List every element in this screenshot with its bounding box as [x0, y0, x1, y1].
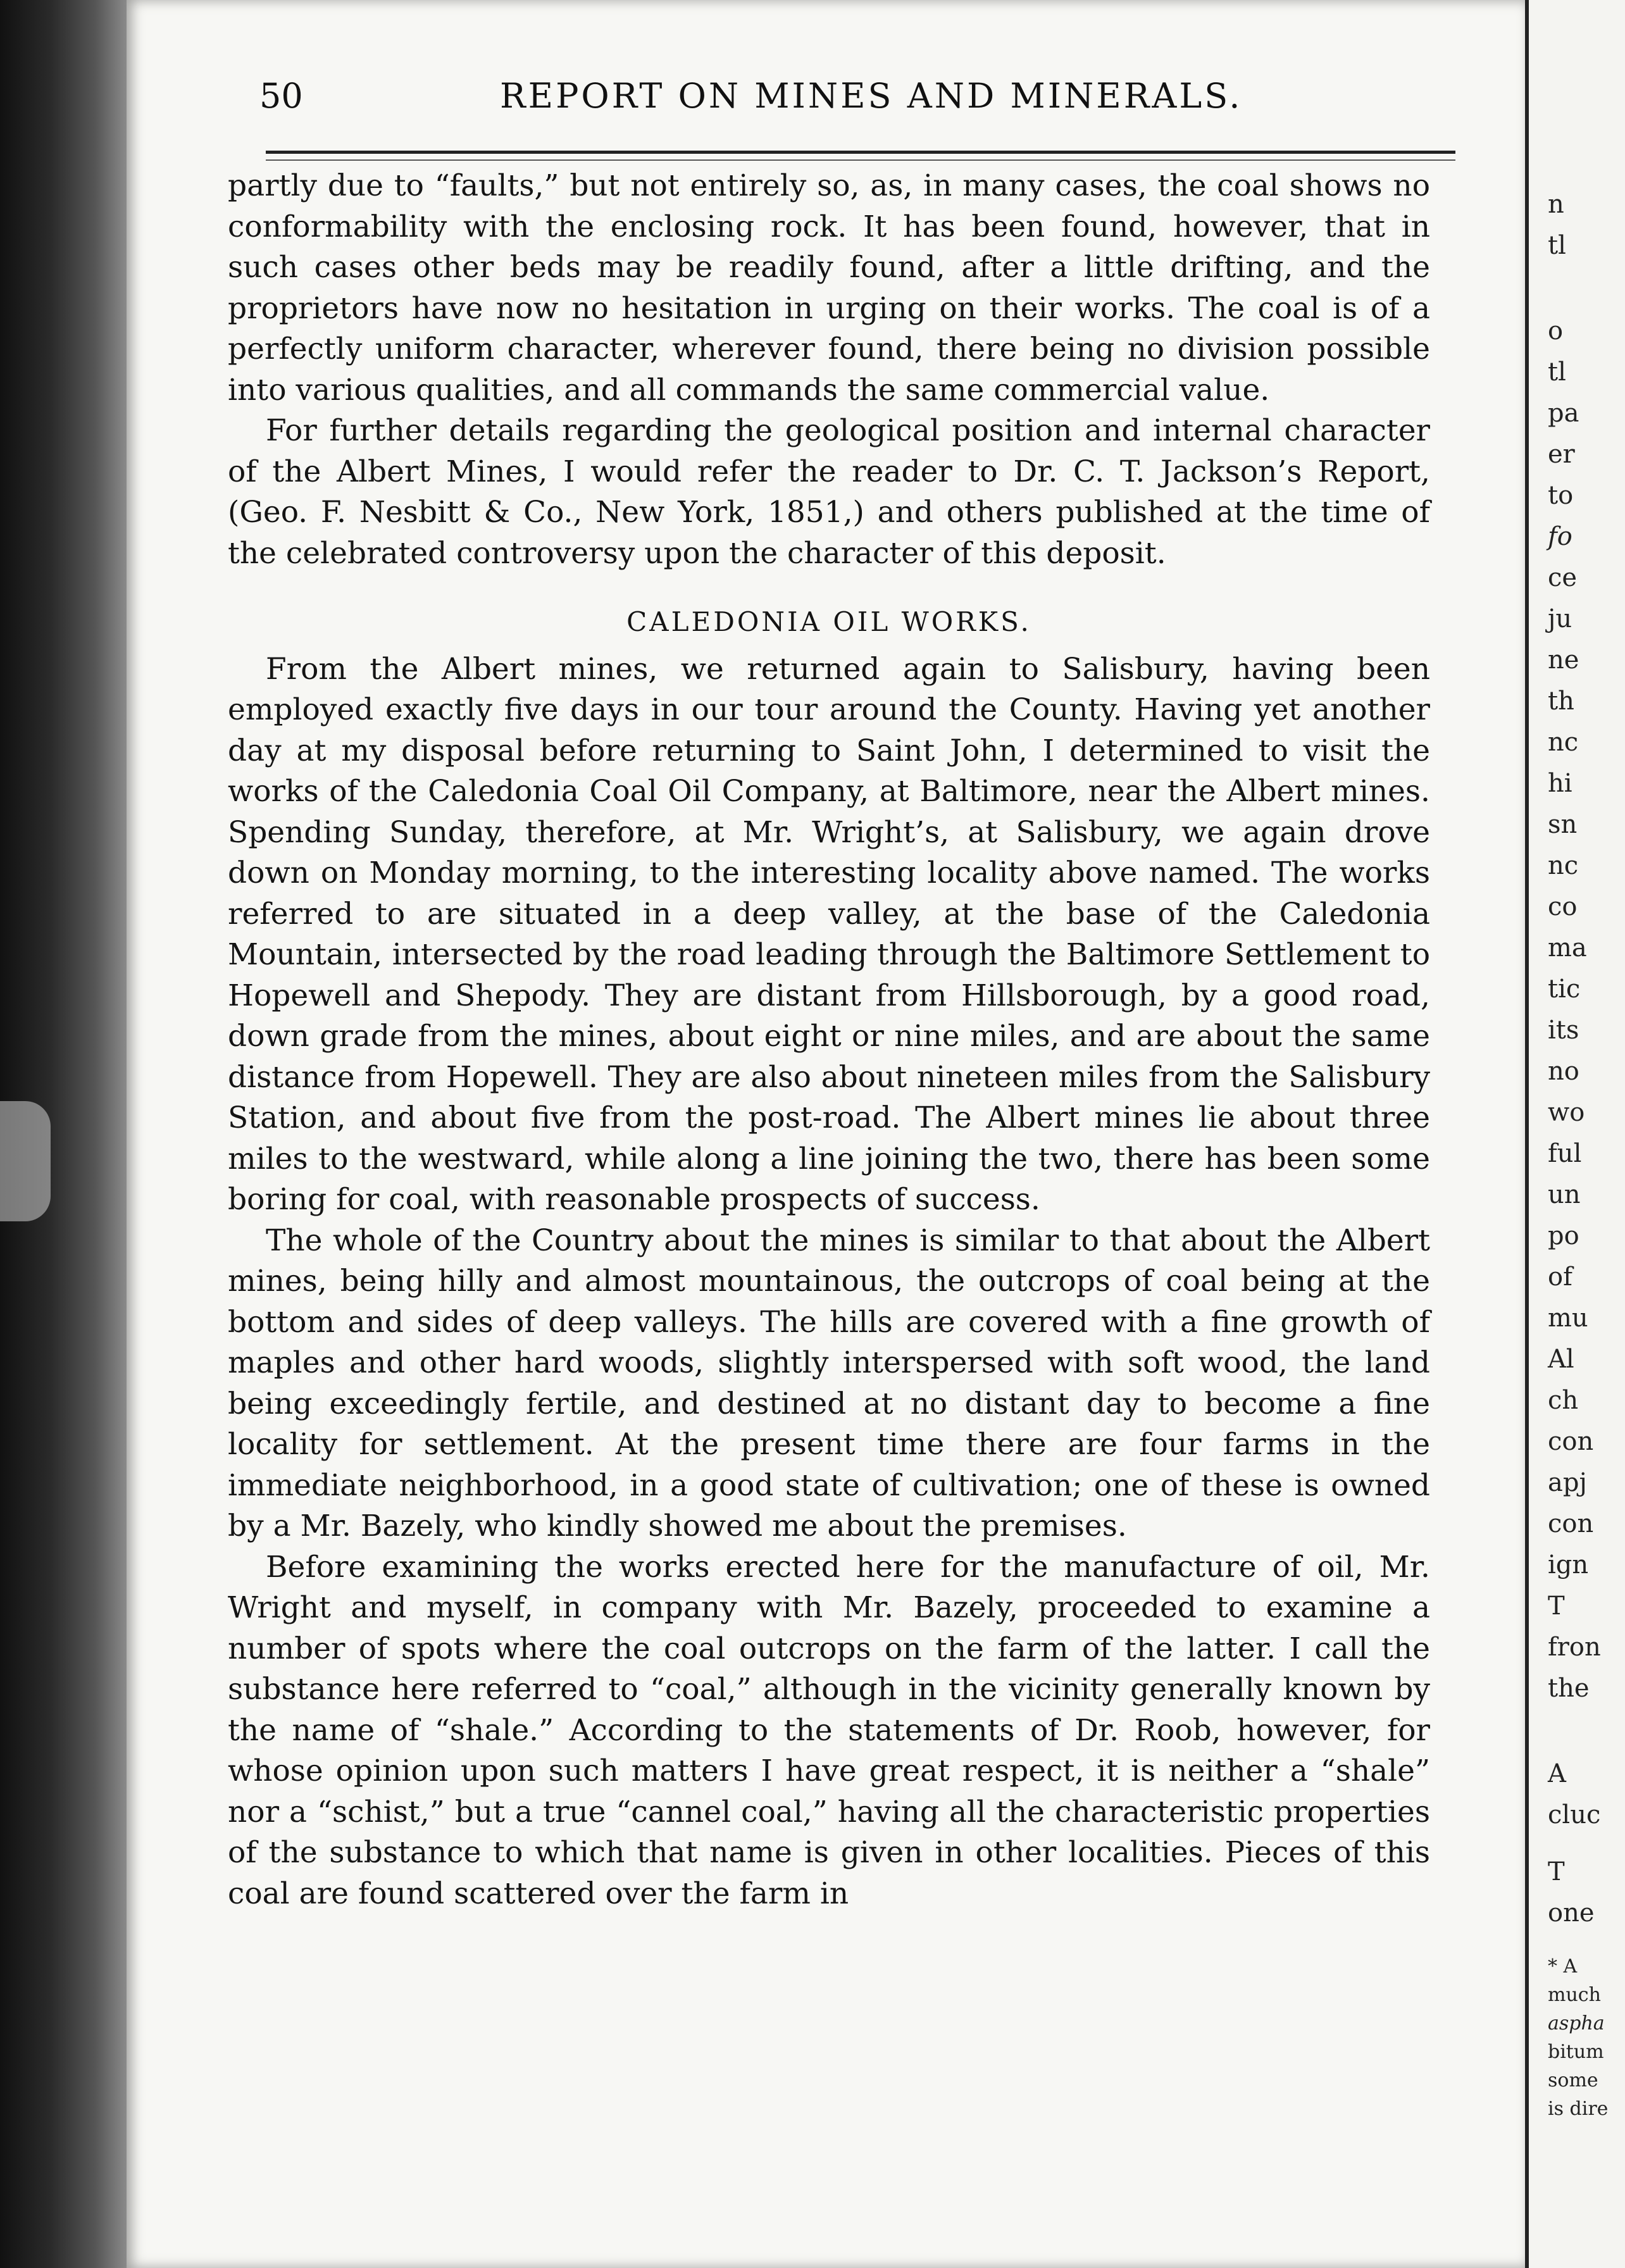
adjacent-page-fragment: nc	[1548, 851, 1579, 880]
adjacent-page-fragment: the	[1548, 1674, 1590, 1703]
adjacent-page-fragment: apj	[1548, 1468, 1587, 1497]
header-rule	[266, 151, 1455, 154]
adjacent-page-fragment: hi	[1548, 769, 1572, 798]
header-rule-thin	[266, 159, 1455, 161]
section-heading: CALEDONIA OIL WORKS.	[626, 606, 1031, 637]
adjacent-page-fragment: ful	[1548, 1139, 1582, 1168]
adjacent-page-fragment: no	[1548, 1057, 1579, 1086]
adjacent-page-fragment: nc	[1548, 728, 1579, 757]
adjacent-page-fragment: co	[1548, 892, 1578, 921]
adjacent-page-edge	[1525, 0, 1625, 2268]
adjacent-page-fragment: wo	[1548, 1098, 1585, 1127]
adjacent-page-fragment: bitum	[1548, 2041, 1604, 2063]
body-text	[228, 166, 1430, 1914]
adjacent-page-fragment: A	[1548, 1759, 1566, 1788]
adjacent-page-fragment: tl	[1548, 358, 1566, 387]
paragraph: From the Albert mines, we returned again to Salisbury, having been employed exactly five days in our tour around the County. Having yet another day at my disposal before returning to Saint John, I determined to visit the works of the Caledonia Coal Oil Company, at Baltimore, near the Albert mines. Spending Sunday, therefore, at Mr. Wright’s, at Salisbury, we again drove down on Monday morning, to the interesting locality above named. The works referred to are situated in a deep valley, at the base of the Caledonia Mountain, intersected by the road leading through the Baltimore Settlement to Hopewell and Shepody. They are distant from Hillsborough, by a good road, down grade from the mines, about eight or nine miles, and are about the same distance from Hopewell. They are also about nineteen miles from the Salisbury Station, and about five from the post-road. The Albert mines lie about three miles to the westward, while along a line joining the two, there has been some boring for coal, with reasonable prospects of success.	[228, 651, 1430, 1217]
page-number: 50	[259, 76, 303, 116]
adjacent-page-fragment: pa	[1548, 399, 1579, 428]
adjacent-page-fragment: po	[1548, 1221, 1579, 1250]
adjacent-page-fragment: of	[1548, 1262, 1572, 1292]
adjacent-page-fragment: th	[1548, 687, 1574, 716]
adjacent-page-fragment: some	[1548, 2069, 1598, 2091]
adjacent-page-fragment: ch	[1548, 1386, 1579, 1415]
adjacent-page-fragment: con	[1548, 1509, 1594, 1538]
adjacent-page-fragment: to	[1548, 481, 1574, 510]
adjacent-page-fragment: ne	[1548, 645, 1579, 675]
adjacent-page-fragment: is dire	[1548, 2098, 1609, 2120]
running-title: REPORT ON MINES AND MINERALS.	[500, 76, 1243, 116]
adjacent-page-fragment: cluc	[1548, 1800, 1601, 1829]
adjacent-page-fragment: ign	[1548, 1550, 1589, 1580]
binding-mark	[0, 1101, 51, 1221]
adjacent-page-fragment: tic	[1548, 975, 1581, 1004]
adjacent-page-fragment: aspha	[1548, 2012, 1605, 2034]
adjacent-page-fragment: un	[1548, 1180, 1581, 1209]
adjacent-page-fragment: tl	[1548, 231, 1566, 260]
adjacent-page-fragment: ce	[1548, 563, 1578, 592]
adjacent-page-fragment: sn	[1548, 810, 1578, 839]
adjacent-page-fragment: * A	[1548, 1955, 1578, 1978]
adjacent-page-fragment: its	[1548, 1016, 1579, 1045]
page-header	[259, 76, 1462, 133]
adjacent-page-fragment: T	[1548, 1857, 1565, 1886]
adjacent-page-fragment: T	[1548, 1592, 1565, 1621]
paragraph: partly due to “faults,” but not entirely so, as, in many cases, the coal shows no conformability with the enclosing rock. It has been found, however, that in such cases other beds may be readily found, after a little drifting, and the proprietors have now no hesitation in urging on their works. The coal is of a perfectly uniform character, wherever found, there being no division possible into various qualities, and all commands the same commercial value.	[228, 168, 1430, 408]
adjacent-page-fragment: fo	[1548, 522, 1572, 551]
paragraph: For further details regarding the geological position and internal character of the Albert Mines, I would refer the reader to Dr. C. T. Jackson’s Report, (Geo. F. Nesbitt & Co., New York, 1851,) and others published at the time of the celebrated controversy upon the character of this deposit.	[228, 413, 1430, 571]
adjacent-page-fragment: ma	[1548, 933, 1587, 963]
adjacent-page-fragment: ju	[1548, 604, 1572, 633]
adjacent-page-fragment: o	[1548, 316, 1564, 346]
adjacent-page-fragment: n	[1548, 190, 1564, 219]
adjacent-page-fragment: mu	[1548, 1304, 1588, 1333]
paragraph: The whole of the Country about the mines is similar to that about the Albert mines, being hilly and almost mountainous, the outcrops of coal being at the bottom and sides of deep valleys. The hills are covered with a fine growth of maples and other hard woods, slightly interspersed with soft wood, the land being exceedingly fertile, and destined at no distant day to become a fine locality for settlement. At the present time there are four farms in the immediate neighborhood, in a good state of cultivation; one of these is owned by a Mr. Bazely, who kindly showed me about the premises.	[228, 1223, 1430, 1543]
book-gutter	[0, 0, 127, 2268]
adjacent-page-fragment: con	[1548, 1427, 1594, 1456]
adjacent-page-fragment: er	[1548, 440, 1575, 469]
adjacent-page-fragment: fron	[1548, 1633, 1601, 1662]
adjacent-page-fragment: one	[1548, 1898, 1595, 1928]
adjacent-page-fragment: Al	[1548, 1345, 1574, 1374]
paragraph: Before examining the works erected here for the manufacture of oil, Mr. Wright and myself, in company with Mr. Bazely, proceeded to examine a number of spots where the coal outcrops on the farm of the latter. I call the substance here referred to “coal,” although in the vicinity generally known by the name of “shale.” According to the statements of Dr. Roob, however, for whose opinion upon such matters I have great respect, it is neither a “shale” nor a “schist,” but a true “cannel coal,” having all the characteristic properties of the substance to which that name is given in other localities. Pieces of this coal are found scattered over the farm in	[228, 1549, 1430, 1911]
adjacent-page-fragment: much	[1548, 1984, 1601, 2006]
